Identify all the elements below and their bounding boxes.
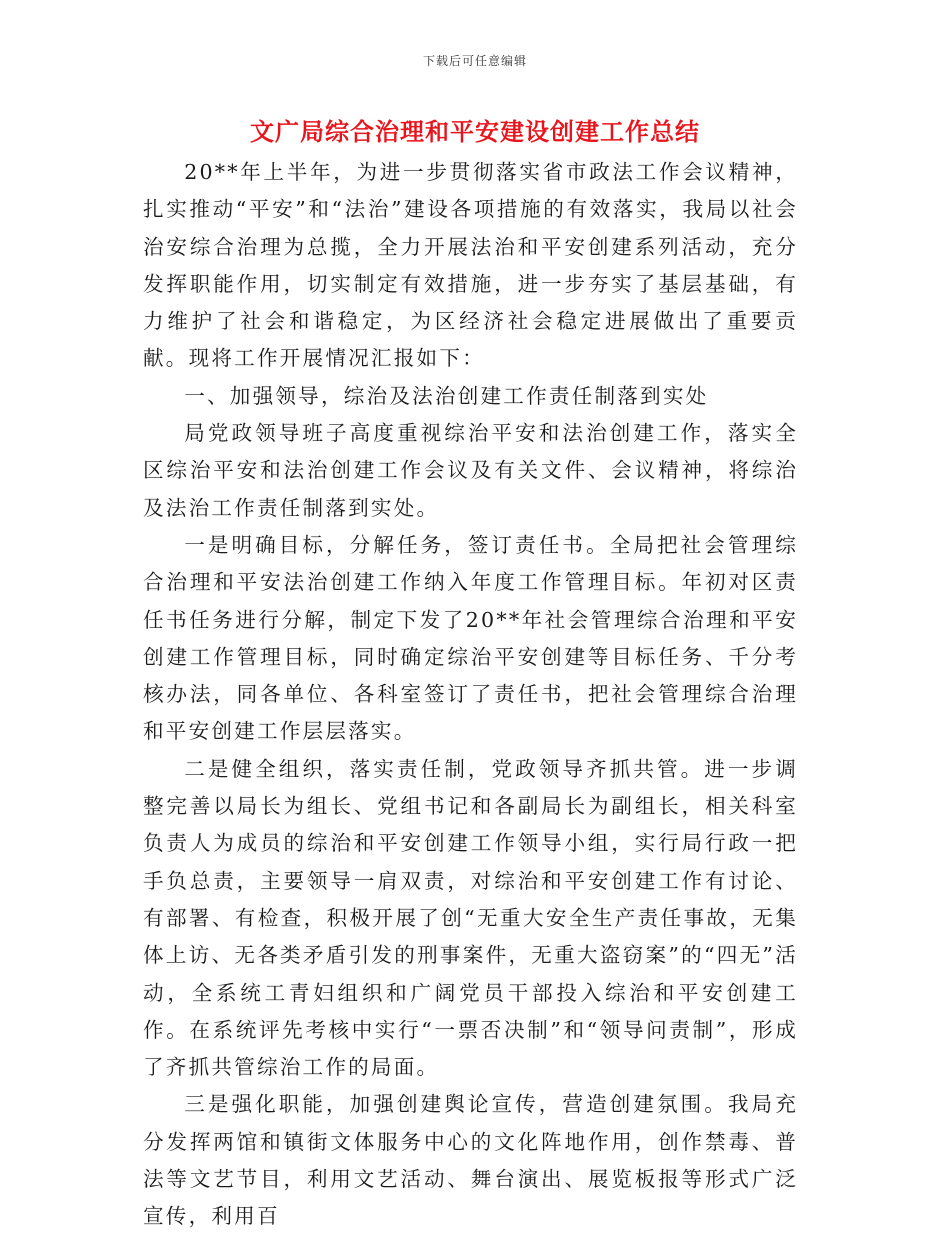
paragraph-section-1-intro: 局党政领导班子高度重视综治平安和法治创建工作，落实全区综治平安和法治创建工作会议及有关文件、会议精神，将综治及法治工作责任制落到实处。 — [143, 421, 798, 520]
paragraph-point-1: 一是明确目标，分解任务，签订责任书。全局把社会管理综合治理和平安法治创建工作纳入年度工作管理目标。年初对区责任书任务进行分解，制定下发了20**年社会管理综合治理和平安创建工作管理目标，同时确定综治平安创建等目标任务、千分考核办法，同各单位、各科室签订了责任书，把社会管理综合治理和平安创建工作层层落实。 — [143, 532, 798, 744]
page-header-note: 下载后可任意编辑 — [422, 54, 527, 68]
document-title: 文广局综合治理和平安建设创建工作总结 — [250, 118, 700, 146]
section-heading-1: 一、加强领导，综治及法治创建工作责任制落到实处 — [184, 383, 709, 408]
paragraph-point-3: 三是强化职能，加强创建舆论宣传，营造创建氛围。我局充分发挥两馆和镇街文体服务中心的文化阵地作用，创作禁毒、普法等文艺节目，利用文艺活动、舞台演出、展览板报等形式广泛宣传，利用百 — [143, 1092, 798, 1229]
document-body — [143, 154, 798, 1236]
paragraph-intro: 20**年上半年，为进一步贯彻落实省市政法工作会议精神，扎实推动“平安”和“法治”建设各项措施的有效落实，我局以社会治安综合治理为总揽，全力开展法治和平安创建系列活动，充分发挥职能作用，切实制定有效措施，进一步夯实了基层基础，有力维护了社会和谐稳定，为区经济社会稳定进展做出了重要贡献。现将工作开展情况汇报如下： — [143, 160, 798, 371]
paragraph-point-2: 二是健全组织，落实责任制，党政领导齐抓共管。进一步调整完善以局长为组长、党组书记和各副局长为副组长，相关科室负责人为成员的综治和平安创建工作领导小组，实行局行政一把手负总责，主要领导一肩双责，对综治和平安创建工作有讨论、有部署、有检查，积极开展了创“无重大安全生产责任事故，无集体上访、无各类矛盾引发的刑事案件，无重大盗窃案”的“四无”活动，全系统工青妇组织和广阔党员干部投入综治和平安创建工作。在系统评先考核中实行“一票否决制”和“领导问责制”，形成了齐抓共管综治工作的局面。 — [143, 756, 798, 1080]
